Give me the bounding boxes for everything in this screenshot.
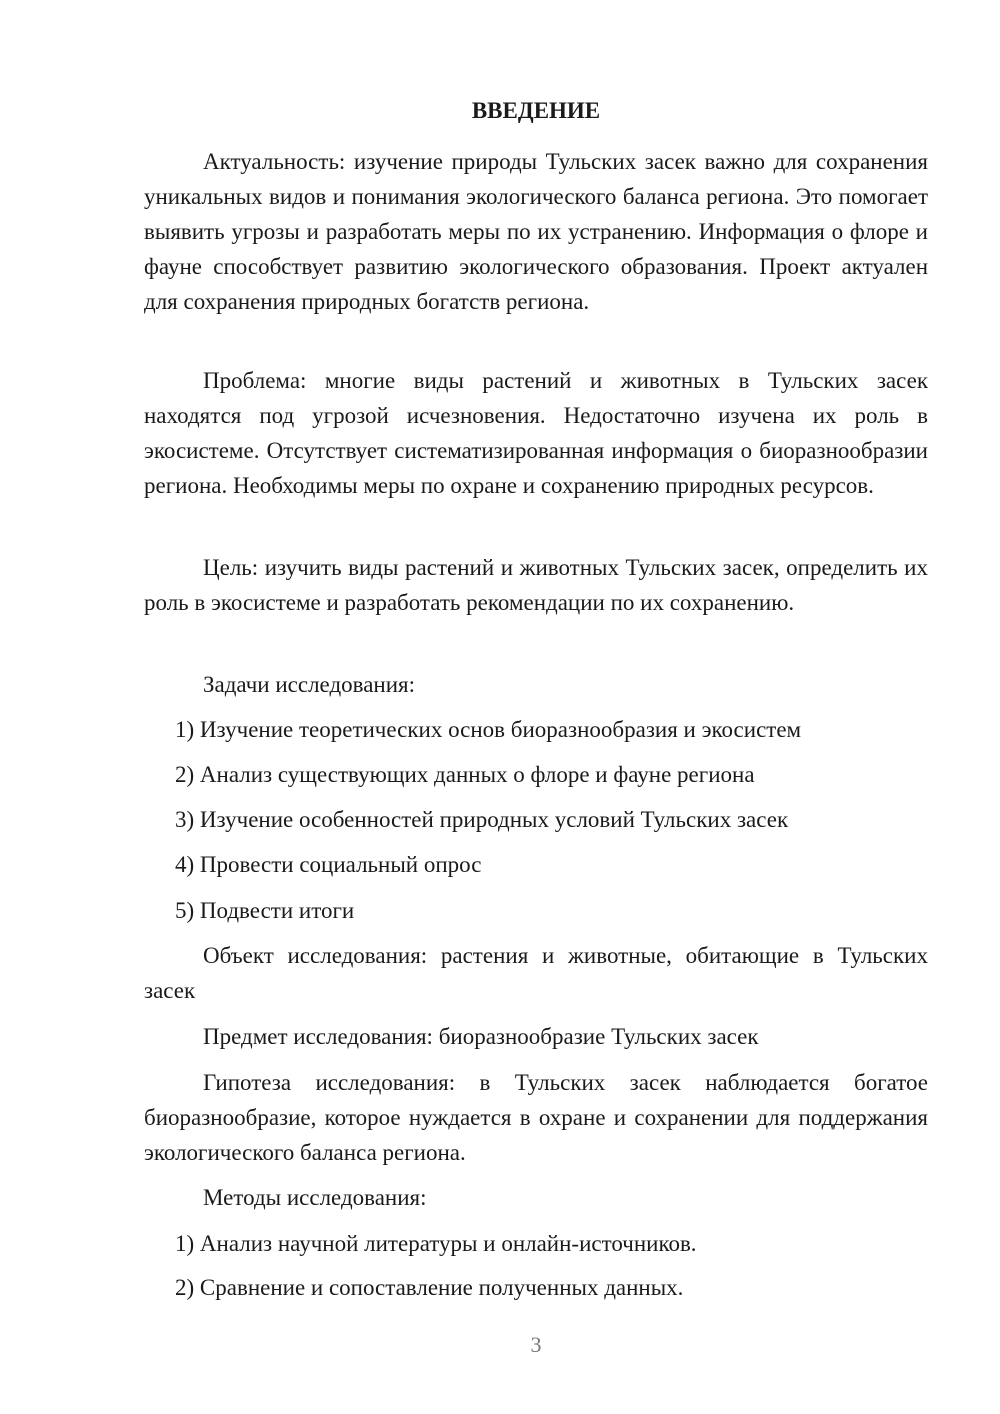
task-item: 1) Изучение теоретических основ биоразнообразия и экосистем	[175, 717, 802, 742]
subject-paragraph: Предмет исследования: биоразнообразие Тульских засек	[203, 1024, 759, 1049]
task-item: 2) Анализ существующих данных о флоре и фауне региона	[175, 762, 755, 787]
document-page	[144, 0, 928, 1414]
methods-heading: Методы исследования:	[203, 1185, 427, 1210]
problem-paragraph: Проблема: многие виды растений и животных в Тульских засек находятся под угрозой исчезновения. Недостаточно изучена их роль в экосистеме. Отсутствует систематизированная информация о биоразнообразии региона. Необходимы меры по охране и сохранению природных ресурсов.	[144, 368, 928, 498]
task-item: 3) Изучение особенностей природных условий Тульских засек	[175, 807, 789, 832]
relevance-paragraph: Актуальность: изучение природы Тульских засек важно для сохранения уникальных видов и понимания экологического баланса региона. Это помогает выявить угрозы и разработать меры по их устранению. Информация о флоре и фауне способствует развитию экологического образования. Проект актуален для сохранения природных богатств региона.	[144, 149, 928, 314]
task-item: 4) Провести социальный опрос	[175, 852, 482, 877]
page-number: 3	[530, 1332, 542, 1357]
method-item: 2) Сравнение и сопоставление полученных данных.	[175, 1275, 684, 1300]
object-paragraph: Объект исследования: растения и животные, обитающие в Тульских засек	[144, 943, 928, 1003]
goal-paragraph: Цель: изучить виды растений и животных Тульских засек, определить их роль в экосистеме и разработать рекомендации по их сохранению.	[144, 555, 928, 615]
method-item: 1) Анализ научной литературы и онлайн-источников.	[175, 1231, 697, 1256]
task-item: 5) Подвести итоги	[175, 898, 355, 923]
tasks-heading: Задачи исследования:	[203, 672, 416, 697]
page-title: ВВЕДЕНИЕ	[471, 98, 601, 123]
hypothesis-paragraph: Гипотеза исследования: в Тульских засек наблюдается богатое биоразнообразие, которое нуждается в охране и сохранении для поддержания экологического баланса региона.	[144, 1070, 928, 1165]
